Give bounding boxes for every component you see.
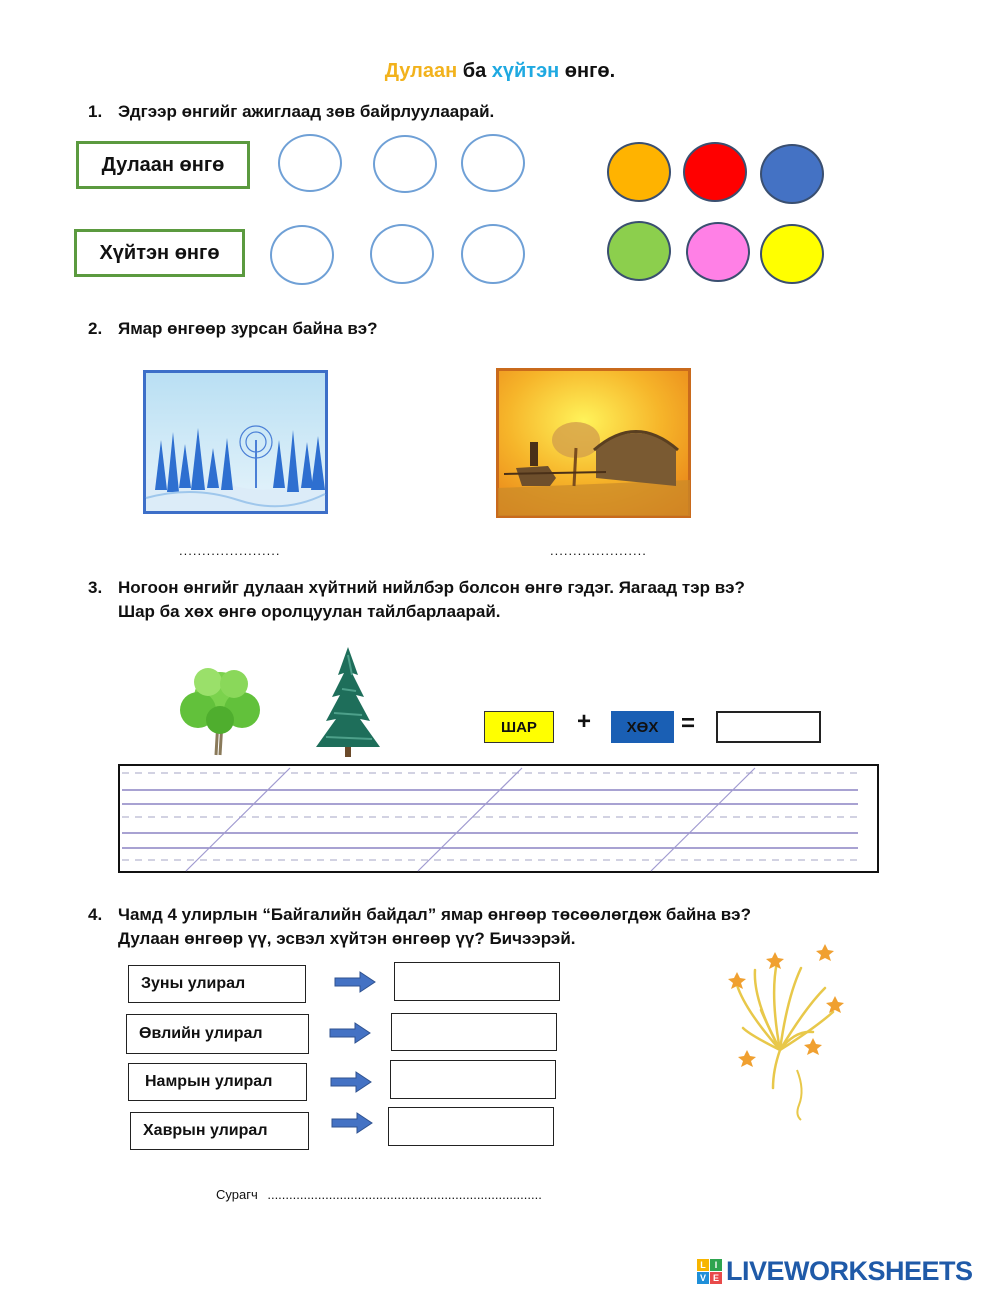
season-label-summer: Зуны улирал xyxy=(128,965,306,1003)
question-1-number: 1. xyxy=(88,102,103,121)
student-label: Сурагч xyxy=(216,1187,258,1202)
winter-answer-input[interactable] xyxy=(391,1013,557,1051)
season-label-winter: Өвлийн улирал xyxy=(126,1014,309,1054)
question-4 xyxy=(88,903,751,951)
page-title xyxy=(0,60,1000,83)
cold-drop-circle-1[interactable] xyxy=(270,225,334,285)
green-color-circle[interactable] xyxy=(607,221,671,281)
title-warm-word: Дулаан xyxy=(384,60,458,82)
blue-tag: ХӨХ xyxy=(611,711,674,743)
warm-answer-line[interactable]: ..................... xyxy=(550,543,647,558)
equals-sign: = xyxy=(681,710,696,737)
warm-painting xyxy=(496,368,691,518)
question-4-number: 4. xyxy=(88,905,103,924)
liveworksheets-logo xyxy=(697,1256,973,1287)
arrow-right-icon xyxy=(330,1071,372,1093)
title-end: өнгө. xyxy=(559,60,616,82)
warm-drop-circle-2[interactable] xyxy=(373,135,437,193)
cold-drop-circle-3[interactable] xyxy=(461,224,525,284)
question-2 xyxy=(88,317,378,341)
yellow-color-circle[interactable] xyxy=(760,224,824,284)
question-3-line-2: Шар ба хөх өнгө оролцуулан тайлбарлаарай. xyxy=(118,602,501,621)
logo-badge-icon: L I V E xyxy=(697,1259,722,1284)
pink-color-circle[interactable] xyxy=(686,222,750,282)
summer-answer-input[interactable] xyxy=(394,962,560,1001)
blue-color-circle[interactable] xyxy=(760,144,824,204)
question-4-line-1: Чамд 4 улирлын “Байгалийн байдал” ямар өнгөөр төсөөлөгдөж байна вэ? xyxy=(118,905,751,924)
warm-drop-circle-3[interactable] xyxy=(461,134,525,192)
title-cold-word: хүйтэн xyxy=(491,60,560,82)
warm-color-label: Дулаан өнгө xyxy=(76,141,250,189)
cold-drop-circle-2[interactable] xyxy=(370,224,434,284)
question-2-number: 2. xyxy=(88,319,103,338)
winter-painting xyxy=(143,370,328,514)
question-1 xyxy=(88,100,494,124)
question-1-text: Эдгээр өнгийг ажиглаад зөв байрлуулаарай. xyxy=(118,102,495,121)
writing-area[interactable] xyxy=(118,764,879,873)
question-4-line-2: Дулаан өнгөөр үү, эсвэл хүйтэн өнгөөр үү? Бичээрэй. xyxy=(118,929,576,948)
brand-name: LIVEWORKSHEETS xyxy=(726,1256,973,1286)
student-name-field xyxy=(216,1187,542,1202)
question-3-line-1: Ногоон өнгийг дулаан хүйтний нийлбэр болсон өнгө гэдэг. Яагаад тэр вэ? xyxy=(118,578,745,597)
question-3-number: 3. xyxy=(88,578,103,597)
orange-color-circle[interactable] xyxy=(607,142,671,202)
warm-drop-circle-1[interactable] xyxy=(278,134,342,192)
mix-result-input[interactable] xyxy=(716,711,821,743)
fir-tree-illustration xyxy=(312,645,384,760)
fireworks-illustration xyxy=(725,940,850,1125)
winter-answer-line[interactable]: ...................... xyxy=(179,543,281,558)
arrow-right-icon xyxy=(329,1022,371,1044)
arrow-right-icon xyxy=(331,1112,373,1134)
student-name-line[interactable]: ............................................................................ xyxy=(267,1187,542,1202)
question-2-text: Ямар өнгөөр зурсан байна вэ? xyxy=(118,319,378,338)
spring-answer-input[interactable] xyxy=(388,1107,554,1146)
autumn-answer-input[interactable] xyxy=(390,1060,556,1099)
cold-color-label: Хүйтэн өнгө xyxy=(74,229,245,277)
question-3 xyxy=(88,576,745,624)
green-tree-illustration xyxy=(170,660,270,760)
arrow-right-icon xyxy=(334,971,376,993)
season-label-spring: Хаврын улирал xyxy=(130,1112,309,1150)
red-color-circle[interactable] xyxy=(683,142,747,202)
season-label-autumn: Намрын улирал xyxy=(128,1063,307,1101)
title-and: ба xyxy=(457,60,492,82)
plus-sign: + xyxy=(577,708,592,735)
yellow-tag: ШАР xyxy=(484,711,554,743)
